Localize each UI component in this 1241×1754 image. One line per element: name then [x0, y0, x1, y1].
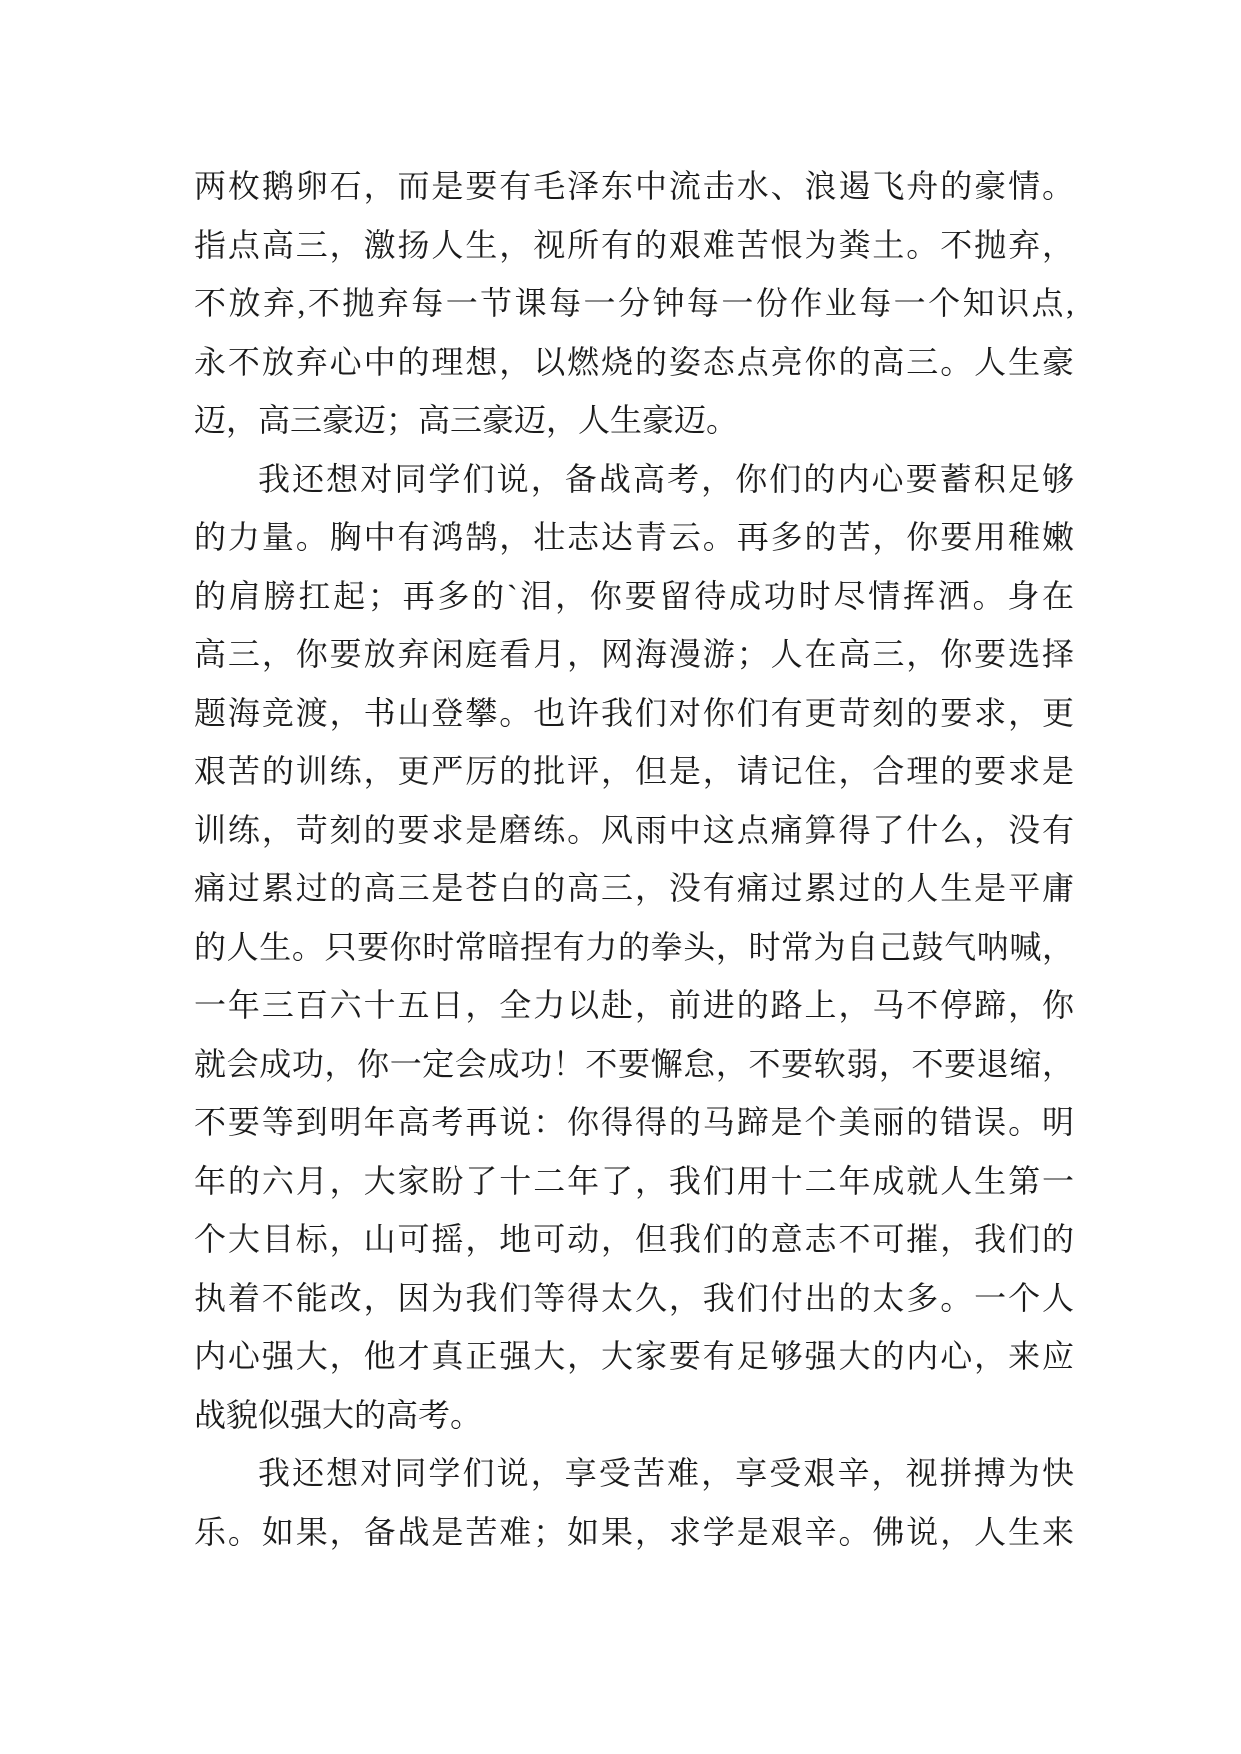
body-text — [194, 157, 1074, 1561]
text-line: 的肩膀扛起；再多的`泪，你要留待成功时尽情挥洒。身在 — [194, 577, 1074, 614]
text-line: 永不放弃心中的理想，以燃烧的姿态点亮你的高三。人生豪 — [194, 343, 1074, 380]
text-line: 的人生。只要你时常暗捏有力的拳头，时常为自己鼓气呐喊， — [194, 928, 1074, 965]
text-line: 的力量。胸中有鸿鹄，壮志达青云。再多的苦，你要用稚嫩 — [194, 519, 1074, 555]
text-line: 不放弃,不抛弃每一节课每一分钟每一份作业每一个知识点, — [194, 285, 1074, 321]
text-line: 迈，高三豪迈；高三豪迈，人生豪迈。 — [194, 402, 739, 438]
paragraph — [194, 157, 1074, 450]
text-line: 两枚鹅卵石，而是要有毛泽东中流击水、浪遏飞舟的豪情。 — [194, 168, 1074, 204]
text-line: 不要等到明年高考再说：你得得的马蹄是个美丽的错误。明 — [194, 1104, 1074, 1140]
text-line: 痛过累过的高三是苍白的高三，没有痛过累过的人生是平庸 — [194, 870, 1074, 906]
text-line: 指点高三，激扬人生，视所有的艰难苦恨为粪土。不抛弃， — [194, 226, 1074, 263]
text-line: 个大目标，山可摇，地可动，但我们的意志不可摧，我们的 — [194, 1221, 1074, 1257]
text-line: 乐。如果，备战是苦难；如果，求学是艰辛。佛说，人生来 — [194, 1513, 1074, 1550]
text-line: 就会成功，你一定会成功！不要懈怠，不要软弱，不要退缩， — [194, 1045, 1074, 1082]
paragraph — [194, 1444, 1074, 1561]
text-line: 我还想对同学们说，享受苦难，享受艰辛，视拼搏为快 — [258, 1455, 1074, 1491]
text-line: 内心强大，他才真正强大，大家要有足够强大的内心，来应 — [194, 1338, 1074, 1374]
paragraph — [194, 450, 1074, 1445]
text-line: 执着不能改，因为我们等得太久，我们付出的太多。一个人 — [194, 1279, 1074, 1316]
text-line: 战貌似强大的高考。 — [194, 1396, 483, 1433]
text-line: 一年三百六十五日，全力以赴，前进的路上，马不停蹄，你 — [194, 987, 1074, 1023]
text-line: 我还想对同学们说，备战高考，你们的内心要蓄积足够 — [258, 460, 1074, 497]
text-line: 年的六月，大家盼了十二年了，我们用十二年成就人生第一 — [194, 1162, 1074, 1199]
text-line: 题海竞渡，书山登攀。也许我们对你们有更苛刻的要求，更 — [194, 694, 1074, 731]
text-line: 高三，你要放弃闲庭看月，网海漫游；人在高三，你要选择 — [194, 636, 1074, 672]
text-line: 训练，苛刻的要求是磨练。风雨中这点痛算得了什么，没有 — [194, 811, 1074, 848]
text-line: 艰苦的训练，更严厉的批评，但是，请记住，合理的要求是 — [194, 753, 1074, 789]
